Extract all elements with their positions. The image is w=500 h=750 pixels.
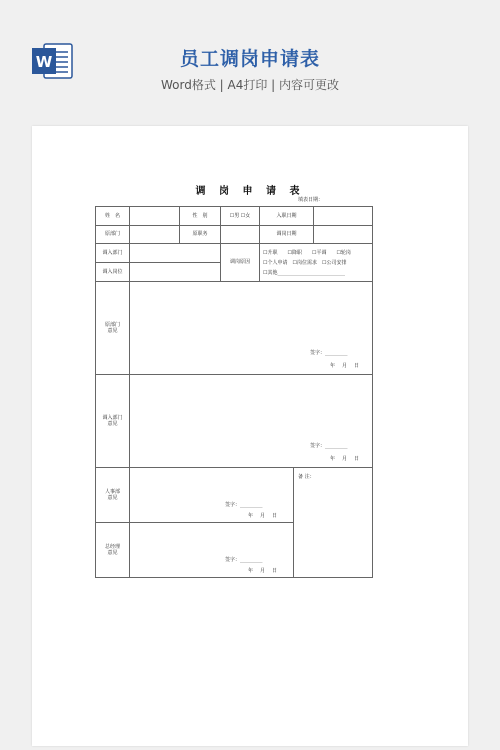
page-subtitle: Word格式 | A4打印 | 内容可更改 xyxy=(160,78,340,92)
header xyxy=(0,0,500,110)
gender-label: 性 别 xyxy=(180,207,221,226)
gm-date: 年 月 日 xyxy=(248,568,279,574)
name-field[interactable] xyxy=(130,207,180,226)
reason-label: 调岗原因 xyxy=(221,244,260,282)
new-opinion-field[interactable] xyxy=(130,375,373,468)
gm-opinion-field[interactable] xyxy=(130,523,294,578)
transfer-form-table xyxy=(95,206,373,578)
reason-line-3[interactable]: ☐其他___________________________ xyxy=(263,269,345,276)
form-title: 调 岗 申 请 表 xyxy=(195,186,305,197)
document-page xyxy=(32,126,468,746)
gm-signature: 签字：_________ xyxy=(225,557,263,563)
orig-opinion-field[interactable] xyxy=(130,282,373,375)
entry-date-label: 入职日期 xyxy=(260,207,314,226)
name-label: 姓 名 xyxy=(96,207,130,226)
page-title: 员工调岗申请表 xyxy=(179,48,320,70)
hr-date: 年 月 日 xyxy=(248,513,279,519)
new-post-label: 调入岗位 xyxy=(96,263,130,282)
new-opinion-label: 调入部门 意见 xyxy=(96,375,130,468)
orig-signature: 签字：_________ xyxy=(310,350,348,356)
remark-field[interactable] xyxy=(294,468,373,578)
new-dept-label: 调入部门 xyxy=(96,244,130,263)
fill-date-label: 填表日期： xyxy=(298,197,324,203)
transfer-date-field[interactable] xyxy=(314,226,373,244)
svg-text:W: W xyxy=(35,53,53,71)
new-dept-field[interactable] xyxy=(130,244,221,263)
hr-signature: 签字：_________ xyxy=(225,502,263,508)
orig-dept-label: 原部门 xyxy=(96,226,130,244)
transfer-date-label: 调岗日期 xyxy=(260,226,314,244)
new-post-field[interactable] xyxy=(130,263,221,282)
orig-post-label: 原职务 xyxy=(180,226,221,244)
reason-line-2[interactable]: ☐个人申请 ☐岗位需求 ☐公司安排 xyxy=(263,259,347,266)
orig-post-field[interactable] xyxy=(221,226,260,244)
new-signature: 签字：_________ xyxy=(310,443,348,449)
gm-opinion-label: 总经理 意见 xyxy=(96,523,130,578)
new-date: 年 月 日 xyxy=(330,456,361,462)
hr-opinion-label: 人事部 意见 xyxy=(96,468,130,523)
gender-options[interactable]: ☐男 ☐女 xyxy=(221,207,260,226)
reason-options[interactable] xyxy=(260,244,373,282)
remark-label: 备 注： xyxy=(298,474,315,480)
orig-date: 年 月 日 xyxy=(330,363,361,369)
hr-opinion-field[interactable] xyxy=(130,468,294,523)
orig-opinion-label: 原部门 意见 xyxy=(96,282,130,375)
reason-line-1[interactable]: ☐升职 ☐降职 ☐平调 ☐轮岗 xyxy=(263,249,351,256)
entry-date-field[interactable] xyxy=(314,207,373,226)
orig-dept-field[interactable] xyxy=(130,226,180,244)
